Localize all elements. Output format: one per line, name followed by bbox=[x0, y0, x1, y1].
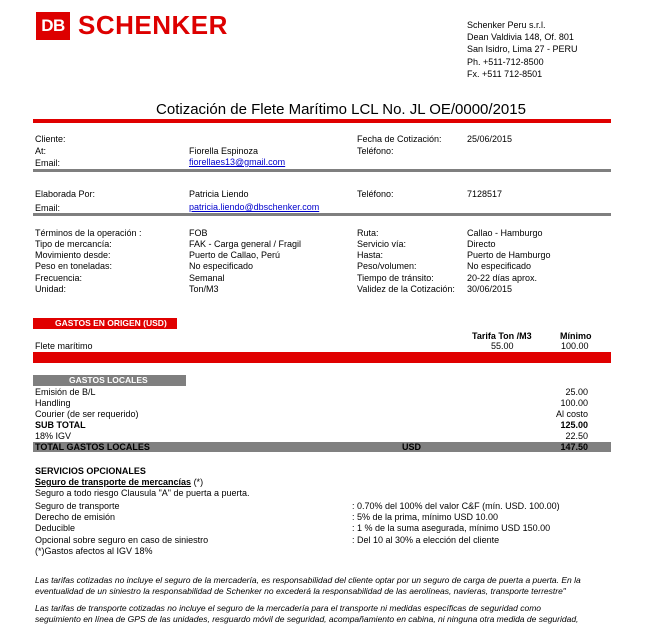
local-row-label: Courier (de ser requerido) bbox=[35, 409, 139, 419]
page-title: Cotización de Flete Marítimo LCL No. JL OE/0000/2015 bbox=[156, 101, 526, 118]
optional-services-header: SERVICIOS OPCIONALES bbox=[35, 466, 146, 476]
origin-costs-header: GASTOS EN ORIGEN (USD) bbox=[33, 318, 177, 329]
igv-value: 22.50 bbox=[565, 431, 588, 441]
prepared-divider bbox=[33, 213, 611, 216]
company-address bbox=[467, 19, 578, 80]
term-label: Frecuencia: bbox=[35, 273, 83, 283]
local-row-label: Emisión de B/L bbox=[35, 387, 96, 397]
freight-minimum: 100.00 bbox=[561, 341, 589, 351]
company-fax: Fx. +511 712-8501 bbox=[467, 68, 543, 79]
company-city: San Isidro, Lima 27 - PERU bbox=[467, 44, 578, 55]
term-value: 20-22 días aprox. bbox=[467, 273, 538, 283]
term-value: Puerto de Hamburgo bbox=[467, 250, 551, 260]
term-value: FOB bbox=[189, 228, 208, 238]
term-label: Peso en toneladas: bbox=[35, 261, 113, 271]
term-label: Validez de la Cotización: bbox=[357, 284, 455, 294]
prepared-phone-label: Teléfono: bbox=[357, 189, 394, 199]
local-row-value: 25.00 bbox=[565, 387, 588, 397]
quote-date-value: 25/06/2015 bbox=[467, 134, 513, 144]
term-label: Ruta: bbox=[357, 228, 379, 238]
note-paragraph-2-line-1: Las tarifas de transporte cotizadas no incluye el seguro de la mercadería para el transporte ni medidas específicas de seguridad como bbox=[35, 603, 542, 613]
prepared-phone-value: 7128517 bbox=[467, 189, 503, 199]
term-label: Términos de la operación : bbox=[35, 228, 142, 238]
prepared-by-label: Elaborada Por: bbox=[35, 189, 96, 199]
term-value: Semanal bbox=[189, 273, 225, 283]
option-label: Seguro de transporte bbox=[35, 501, 120, 511]
prepared-email-link[interactable]: patricia.liendo@dbschenker.com bbox=[189, 202, 320, 212]
term-value: Ton/M3 bbox=[189, 284, 219, 294]
term-value: Puerto de Callao, Perú bbox=[189, 250, 281, 260]
local-costs-header: GASTOS LOCALES bbox=[33, 375, 186, 386]
term-value: FAK - Carga general / Fragil bbox=[189, 239, 302, 249]
option-label: Deducible bbox=[35, 523, 76, 533]
attention-value: Fiorella Espinoza bbox=[189, 146, 259, 156]
igv-label: 18% IGV bbox=[35, 431, 72, 441]
term-label: Servicio vía: bbox=[357, 239, 407, 249]
freight-label: Flete marítimo bbox=[35, 341, 93, 351]
option-value: : 0.70% del 100% del valor C&F (mín. USD. 100.00) bbox=[352, 501, 560, 511]
total-currency: USD bbox=[402, 442, 422, 452]
note-paragraph-1-line-2: eventualidad de un siniestro la responsabilidad de Schenker no excederá la responsabilidad de las aerolíneas, navieras, transporte terrestre" bbox=[35, 586, 566, 596]
insurance-subheader bbox=[35, 477, 203, 487]
term-value: 30/06/2015 bbox=[467, 284, 513, 294]
igv-footnote: (*)Gastos afectos al IGV 18% bbox=[35, 546, 153, 556]
option-value: : 1 % de la suma asegurada, mínimo USD 150.00 bbox=[352, 523, 551, 533]
attention-label: At: bbox=[35, 146, 47, 156]
note-paragraph-1-line-1: Las tarifas cotizadas no incluye el seguro de la mercadería, es responsabilidad del cliente optar por un seguro de carga de puerta a puerta. En la bbox=[35, 575, 581, 585]
term-label: Hasta: bbox=[357, 250, 384, 260]
client-email-link[interactable]: fiorellaes13@gmail.com bbox=[189, 157, 286, 167]
company-street: Dean Valdivia 148, Of. 801 bbox=[467, 32, 574, 43]
term-value: Callao - Hamburgo bbox=[467, 228, 543, 238]
term-label: Movimiento desde: bbox=[35, 250, 111, 260]
total-label: TOTAL GASTOS LOCALES bbox=[35, 442, 150, 452]
option-label: Opcional sobre seguro en caso de siniestro bbox=[35, 535, 209, 545]
col-minimo-header: Mínimo bbox=[560, 331, 592, 341]
option-value: : 5% de la prima, mínimo USD 10.00 bbox=[352, 512, 499, 522]
subtotal-label: SUB TOTAL bbox=[35, 420, 86, 430]
insurance-subheader-mark: (*) bbox=[191, 477, 204, 487]
term-value: No especificado bbox=[467, 261, 532, 271]
note-paragraph-2-line-2: seguimiento en línea de GPS de las unidades, resguardo móvil de seguridad, acompañamiento en cabina, ni ninguna otra medida de seguridad, bbox=[35, 614, 579, 624]
db-logo-mark: DB bbox=[36, 12, 70, 40]
local-row-value: 100.00 bbox=[560, 398, 588, 408]
prepared-by-value: Patricia Liendo bbox=[189, 189, 249, 199]
term-label: Tiempo de tránsito: bbox=[357, 273, 434, 283]
quote-date-label: Fecha de Cotización: bbox=[357, 134, 442, 144]
local-row-label: Handling bbox=[35, 398, 71, 408]
option-value: : Del 10 al 30% a elección del cliente bbox=[352, 535, 500, 545]
client-email-label: Email: bbox=[35, 158, 61, 168]
prepared-email-label: Email: bbox=[35, 203, 61, 213]
col-tarifa-header: Tarifa Ton /M3 bbox=[472, 331, 532, 341]
term-label: Peso/volumen: bbox=[357, 261, 417, 271]
client-label: Cliente: bbox=[35, 134, 66, 144]
insurance-subheader-text: Seguro de transporte de mercancías bbox=[35, 477, 192, 487]
client-divider bbox=[33, 169, 611, 172]
client-phone-label: Teléfono: bbox=[357, 146, 394, 156]
company-phone: Ph. +511-712-8500 bbox=[467, 56, 544, 67]
subtotal-value: 125.00 bbox=[560, 420, 588, 430]
total-value: 147.50 bbox=[560, 442, 588, 452]
term-value: Directo bbox=[467, 239, 496, 249]
term-value: No especificado bbox=[189, 261, 254, 271]
company-name: Schenker Peru s.r.l. bbox=[467, 20, 546, 30]
local-row-value: Al costo bbox=[555, 409, 588, 419]
option-label: Derecho de emisión bbox=[35, 512, 116, 522]
origin-divider bbox=[33, 352, 611, 363]
term-label: Tipo de mercancía: bbox=[35, 239, 112, 249]
insurance-intro: Seguro a todo riesgo Clausula "A" de puerta a puerta. bbox=[35, 488, 250, 498]
schenker-logo-word: SCHENKER bbox=[78, 10, 228, 40]
term-label: Unidad: bbox=[35, 284, 67, 294]
title-divider bbox=[33, 119, 611, 123]
freight-rate: 55.00 bbox=[491, 341, 514, 351]
